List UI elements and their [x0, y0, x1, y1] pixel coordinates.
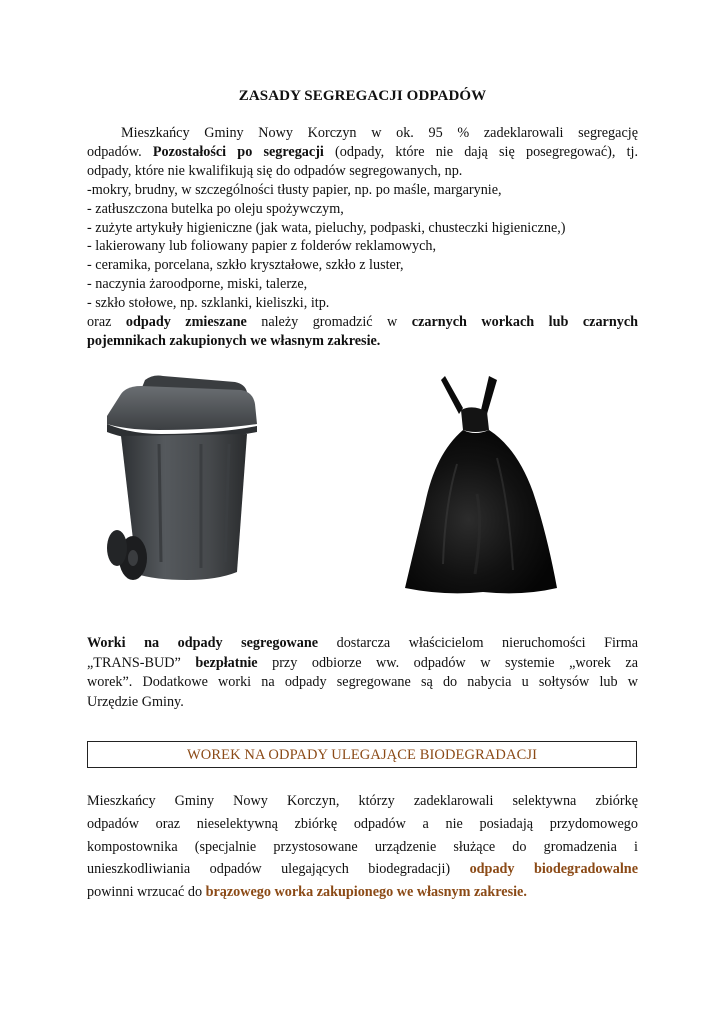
bold-phrase: Worki na odpady segregowane — [87, 635, 319, 651]
text-span: należy gromadzić w — [246, 314, 412, 331]
text-span: dostarcza właścicielom nieruchomości Firma — [318, 635, 638, 651]
text-span: przy odbiorze ww. odpadów w systemie „worek za — [257, 654, 639, 671]
list-item: - ceramika, porcelana, szkło kryształowe, szkło z luster, — [87, 257, 404, 274]
list-item: - lakierowany lub foliowany papier z folderów reklamowych, — [87, 238, 437, 255]
highlight-phrase: brązowego worka zakupionego we własnym zakresie. — [205, 884, 527, 901]
intro-line-2 — [87, 143, 638, 162]
waste-bin-icon — [97, 372, 262, 600]
bags-line-1 — [87, 634, 638, 654]
document-title: ZASADY SEGREGACJI ODPADÓW — [238, 88, 487, 104]
bold-phrase: Pozostałości po segregacji — [152, 143, 324, 160]
highlight-phrase: odpady biodegradowalne — [469, 861, 638, 878]
bold-phrase: bezpłatnie — [195, 654, 258, 671]
list-item: - zużyte artykuły higieniczne (jak wata, pieluchy, podpaski, chusteczki higieniczne,) — [87, 219, 566, 236]
bio-line-5 — [87, 881, 638, 904]
intro-end-line-1 — [87, 313, 638, 332]
text-span: „TRANS-BUD” — [87, 654, 181, 671]
garbage-bag-icon — [405, 374, 557, 596]
list-item: -mokry, brudny, w szczególności tłusty papier, np. po maśle, margarynie, — [87, 181, 502, 198]
bold-phrase: pojemnikach zakupionych we własnym zakresie. — [87, 332, 381, 349]
bags-line-4: Urzędzie Gminy. — [87, 693, 184, 710]
intro-end-line-2 — [87, 332, 638, 351]
bags-line-3: worek”. Dodatkowe worki na odpady segregowane są do nabycia u sołtysów lub w — [87, 674, 638, 690]
list-item: - szkło stołowe, np. szklanki, kieliszki, itp. — [87, 295, 330, 312]
bio-line-2: odpadów oraz nieselektywną zbiórkę odpadów a nie posiadają przydomowego — [87, 815, 638, 832]
text-span: unieszkodliwiania odpadów ulegających biodegradacji) — [87, 861, 470, 878]
text-span: (odpady, które nie dają się posegregować), tj. — [323, 143, 639, 160]
text-span: oraz — [87, 314, 126, 331]
bags-line-2 — [87, 654, 638, 674]
bio-line-1: Mieszkańcy Gminy Nowy Korczyn, którzy zadeklarowali selektywna zbiórkę — [87, 793, 638, 809]
list-item: - naczynia żaroodporne, miski, talerze, — [87, 276, 308, 293]
text-span — [181, 655, 196, 671]
bio-line-4 — [87, 858, 638, 881]
bold-phrase: czarnych workach lub czarnych — [411, 314, 639, 331]
intro-section — [87, 124, 638, 351]
bags-section — [87, 634, 638, 712]
bio-section — [87, 790, 638, 904]
section-header-box: WOREK NA ODPADY ULEGAJĄCE BIODEGRADACJI — [87, 741, 637, 768]
bold-phrase: odpady zmieszane — [125, 314, 247, 331]
list-item: - zatłuszczona butelka po oleju spożywczym, — [87, 200, 344, 217]
intro-line-1: Mieszkańcy Gminy Nowy Korczyn w ok. 95 % zadeklarowali segregację — [121, 125, 638, 141]
text-span: odpadów. — [87, 143, 153, 160]
text-span: powinni wrzucać do — [87, 884, 206, 901]
intro-line-3: odpady, które nie kwalifikują się do odpadów segregowanych, np. — [87, 162, 463, 179]
bio-line-3: kompostownika (specjalnie przystosowane urządzenie służące do gromadzenia i — [87, 838, 638, 855]
illustrations — [87, 372, 638, 612]
